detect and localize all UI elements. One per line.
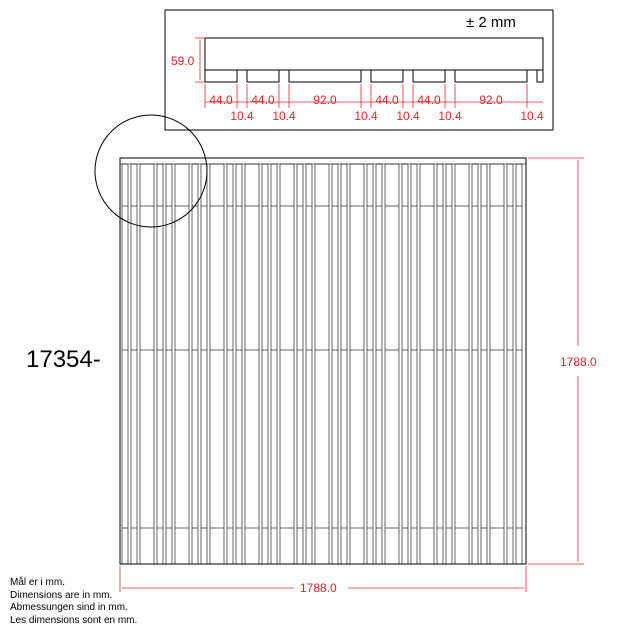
panel-board bbox=[341, 164, 347, 564]
dimension-notes bbox=[10, 577, 137, 627]
panel-board bbox=[481, 164, 487, 564]
detail-callout-circle bbox=[95, 115, 207, 227]
panel-board bbox=[350, 164, 364, 564]
detail-height-label: 59.0 bbox=[171, 54, 195, 68]
panel-board bbox=[297, 164, 303, 564]
detail-gap-width: 10.4 bbox=[230, 109, 254, 123]
panel-board bbox=[385, 164, 399, 564]
detail-boards bbox=[205, 70, 543, 82]
detail-board bbox=[455, 70, 527, 82]
panel-board bbox=[455, 164, 469, 564]
panel-board bbox=[140, 164, 154, 564]
tolerance-label: ± 2 mm bbox=[466, 14, 516, 31]
detail-gap-width: 10.4 bbox=[396, 109, 420, 123]
detail-gap-width: 10.4 bbox=[354, 109, 378, 123]
panel-board bbox=[192, 164, 198, 564]
panel-boards bbox=[122, 164, 522, 564]
detail-board-width: 92.0 bbox=[313, 93, 337, 107]
panel-board bbox=[472, 164, 478, 564]
panel-board bbox=[315, 164, 329, 564]
panel-board bbox=[490, 164, 504, 564]
panel-board bbox=[332, 164, 338, 564]
panel-board bbox=[402, 164, 408, 564]
note-line: Dimensions are in mm. bbox=[10, 589, 113, 601]
detail-board bbox=[371, 70, 403, 82]
detail-board-width: 92.0 bbox=[479, 93, 503, 107]
detail-dimension-labels bbox=[209, 93, 544, 123]
detail-board-width: 44.0 bbox=[375, 93, 399, 107]
panel-board bbox=[280, 164, 294, 564]
part-number: 17354- bbox=[26, 346, 101, 373]
panel-board bbox=[210, 164, 224, 564]
panel-board bbox=[157, 164, 163, 564]
overall-width-dimension bbox=[120, 566, 526, 595]
panel-board bbox=[227, 164, 233, 564]
panel-board bbox=[122, 164, 128, 564]
detail-gap-width: 10.4 bbox=[520, 109, 544, 123]
panel-board bbox=[245, 164, 259, 564]
panel-board bbox=[437, 164, 443, 564]
note-line: Mål er i mm. bbox=[10, 577, 65, 588]
panel-board bbox=[201, 164, 207, 564]
panel-board bbox=[262, 164, 268, 564]
panel-board bbox=[236, 164, 242, 564]
panel-board bbox=[420, 164, 434, 564]
detail-board bbox=[205, 70, 237, 82]
detail-board bbox=[247, 70, 279, 82]
detail-board-width: 44.0 bbox=[251, 93, 275, 107]
overall-width-label: 1788.0 bbox=[300, 581, 337, 595]
panel-board bbox=[175, 164, 189, 564]
panel-board bbox=[411, 164, 417, 564]
panel-board bbox=[271, 164, 277, 564]
detail-rail bbox=[205, 38, 543, 70]
panel-board bbox=[507, 164, 513, 564]
detail-board bbox=[537, 70, 543, 82]
detail-board-width: 44.0 bbox=[417, 93, 441, 107]
note-line: Les dimensions sont en mm. bbox=[10, 614, 138, 626]
panel-board bbox=[367, 164, 373, 564]
detail-board bbox=[289, 70, 361, 82]
note-line: Abmessungen sind in mm. bbox=[10, 602, 128, 613]
panel-board bbox=[516, 164, 522, 564]
detail-gap-width: 10.4 bbox=[272, 109, 296, 123]
panel-board bbox=[376, 164, 382, 564]
detail-gap-width: 10.4 bbox=[438, 109, 462, 123]
panel-board bbox=[446, 164, 452, 564]
panel-board bbox=[306, 164, 312, 564]
overall-height-dimension bbox=[528, 158, 597, 564]
detail-board bbox=[413, 70, 445, 82]
detail-board-width: 44.0 bbox=[209, 93, 233, 107]
overall-height-label: 1788.0 bbox=[560, 355, 597, 369]
